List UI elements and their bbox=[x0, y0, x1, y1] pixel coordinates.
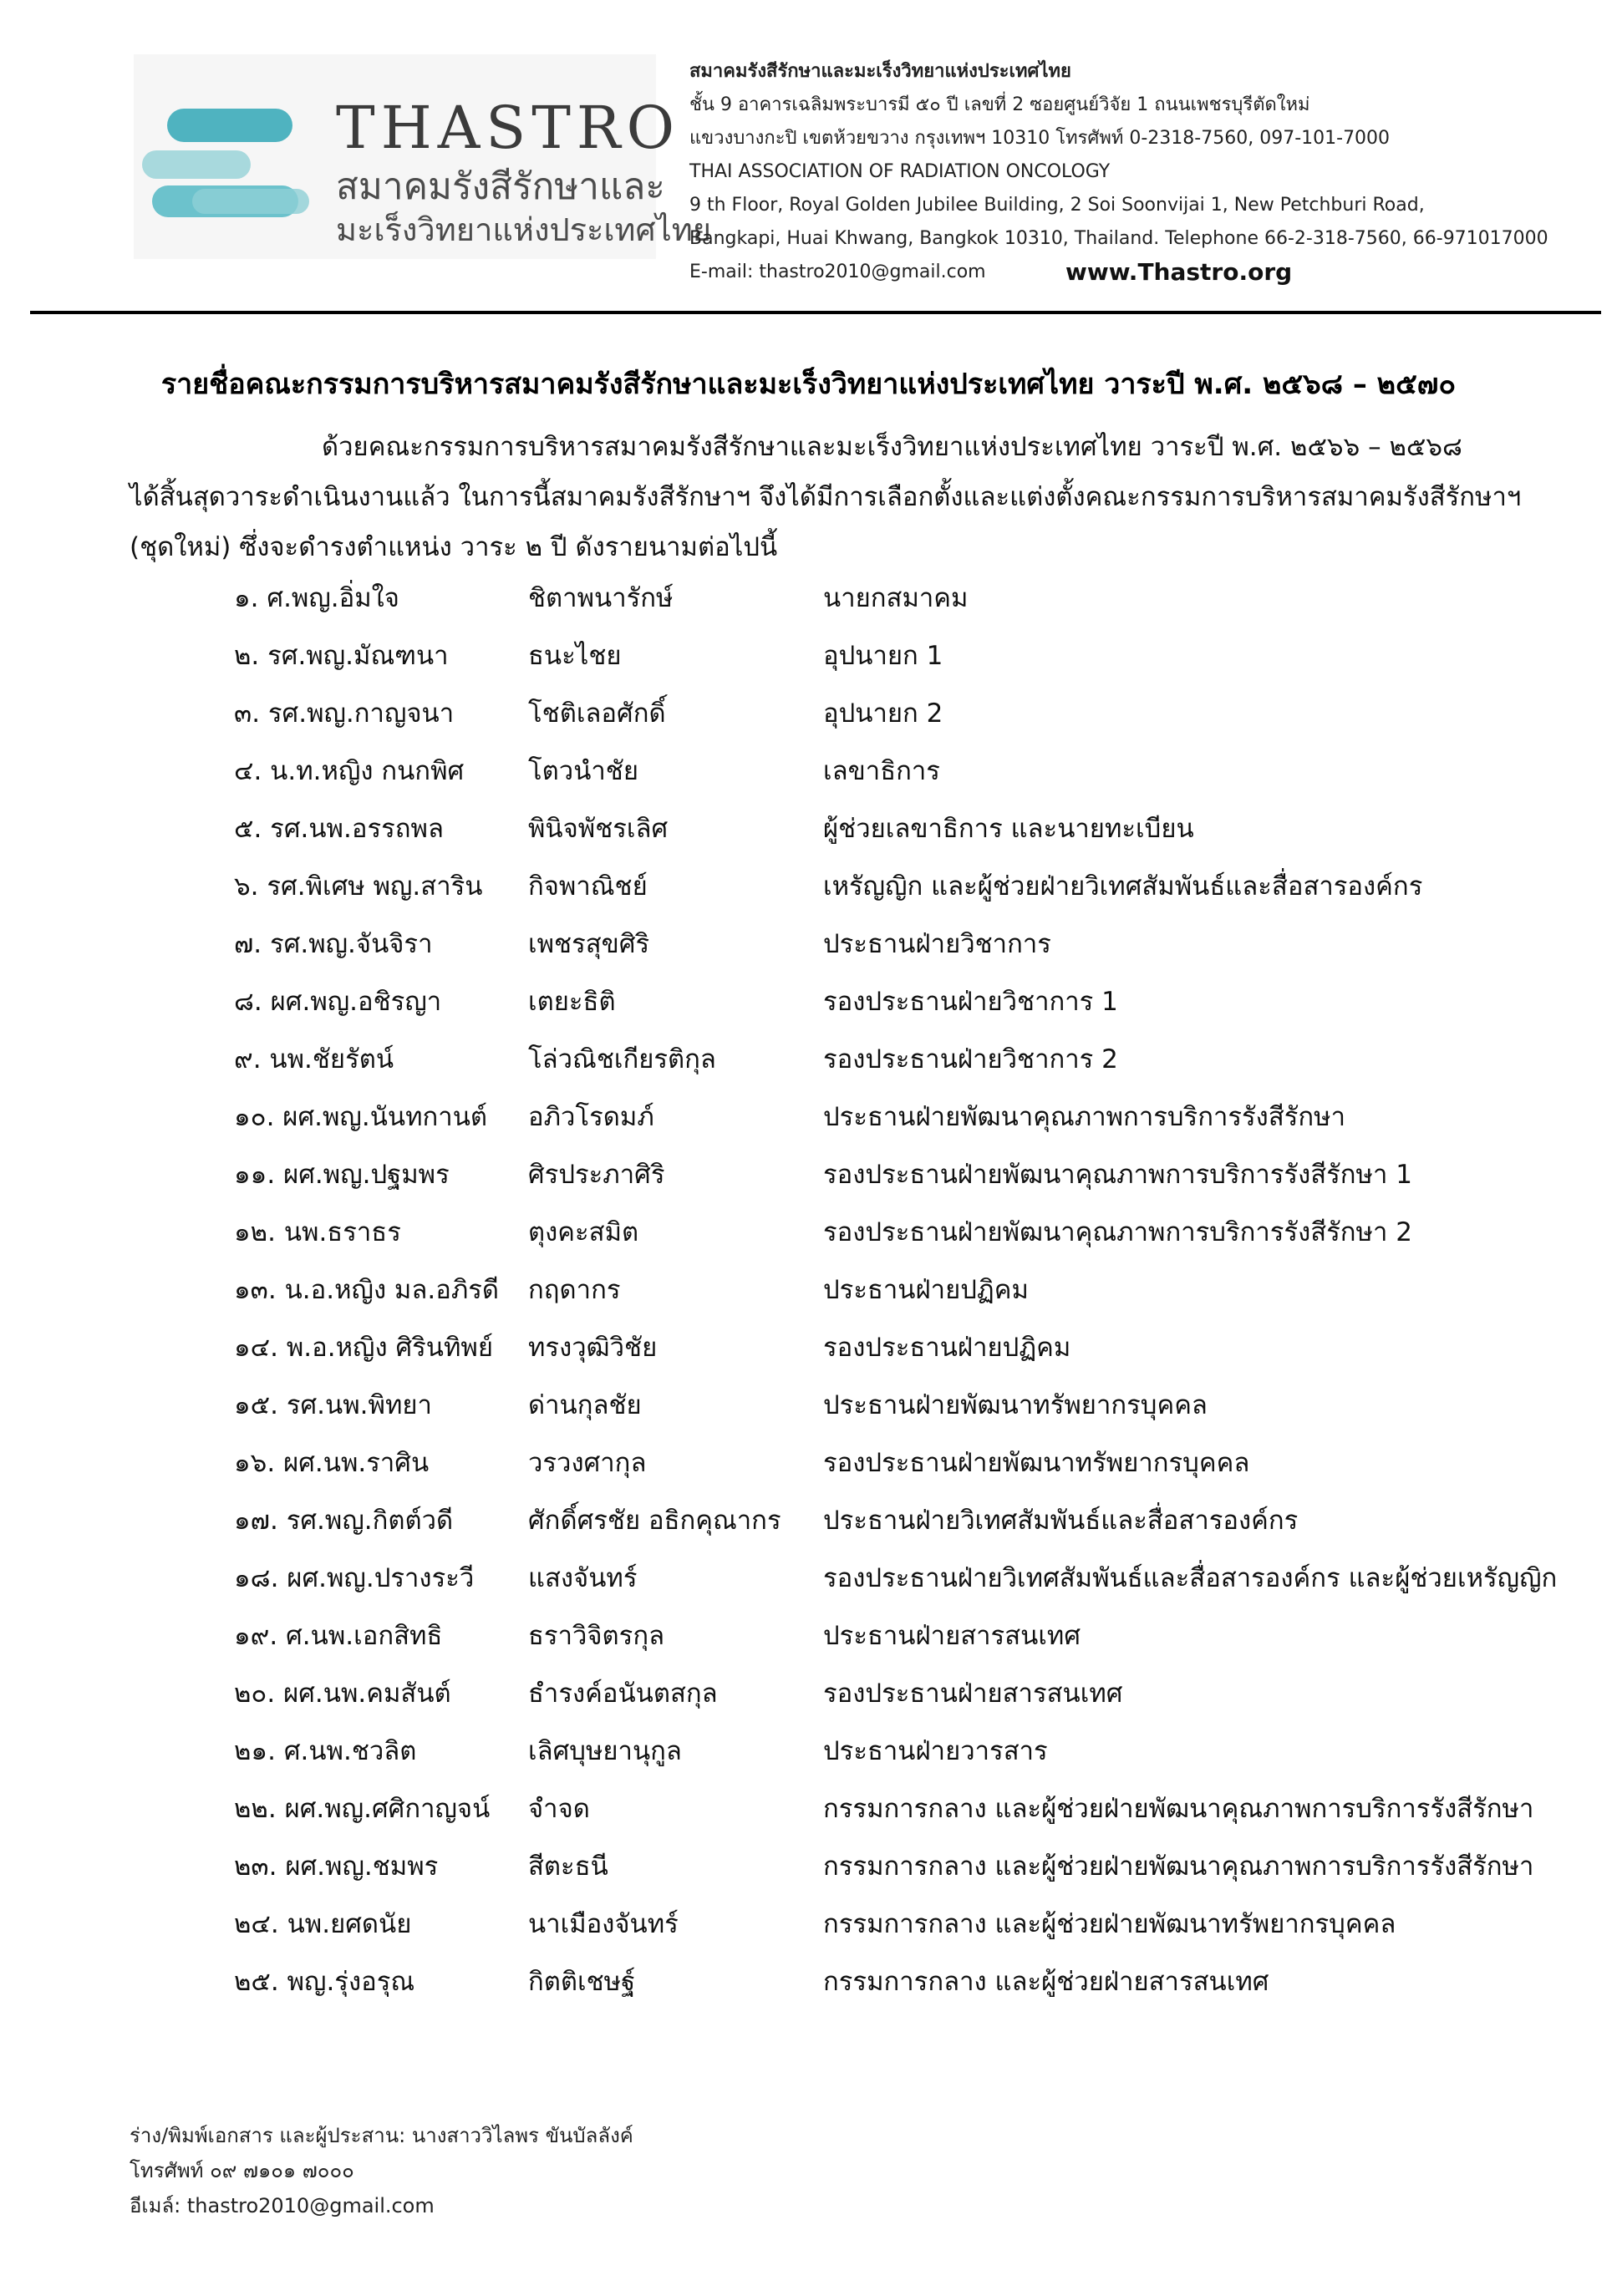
member-surname: ด่านกุลชัย bbox=[528, 1390, 642, 1420]
member-name: ๑๙. ศ.นพ.เอกสิทธิ bbox=[234, 1621, 443, 1651]
member-row bbox=[234, 865, 1579, 922]
header-divider bbox=[30, 311, 1601, 314]
member-row bbox=[234, 1384, 1579, 1441]
member-surname: จำจด bbox=[528, 1794, 590, 1824]
intro-line-2: ได้สิ้นสุดวาระดำเนินงานแล้ว ในการนี้สมาคมรังสีรักษาฯ จึงได้มีการเลือกตั้งและแต่งตั้งคณะกรรมการบริหารสมาคมรังสีรักษาฯ bbox=[130, 482, 1522, 512]
member-role: ประธานฝ่ายวิเทศสัมพันธ์และสื่อสารองค์กร bbox=[823, 1506, 1299, 1536]
org-name-thai: สมาคมรังสีรักษาและมะเร็งวิทยาแห่งประเทศไทย bbox=[689, 61, 1071, 82]
member-name: ๒๓. ผศ.พญ.ชมพร bbox=[234, 1852, 439, 1882]
member-role: รองประธานฝ่ายวิชาการ 2 bbox=[823, 1044, 1118, 1074]
brand-thai-line-2: มะเร็งวิทยาแห่งประเทศไทย bbox=[336, 211, 712, 248]
member-name: ๑๑. ผศ.พญ.ปฐมพร bbox=[234, 1160, 450, 1190]
footer-phone: โทรศัพท์ ๐๙ ๗๑๐๑ ๗๐๐๐ bbox=[130, 2159, 354, 2182]
address-english-1: 9 th Floor, Royal Golden Jubilee Building, 2 Soi Soonvijai 1, New Petchburi Road, bbox=[689, 195, 1425, 216]
member-surname: ธำรงค์อนันตสกุล bbox=[528, 1679, 718, 1709]
member-row bbox=[234, 1730, 1579, 1787]
member-name: ๑. ศ.พญ.อิ่มใจ bbox=[234, 583, 399, 613]
member-surname: ชิตาพนารักษ์ bbox=[528, 583, 674, 613]
member-name: ๒๕. พญ.รุ่งอรุณ bbox=[234, 1967, 415, 1997]
member-role: ประธานฝ่ายปฏิคม bbox=[823, 1275, 1029, 1305]
member-row bbox=[234, 1787, 1579, 1845]
member-row bbox=[234, 692, 1579, 749]
member-role: ประธานฝ่ายพัฒนาทรัพยากรบุคคล bbox=[823, 1390, 1208, 1420]
member-role: รองประธานฝ่ายสารสนเทศ bbox=[823, 1679, 1123, 1709]
member-surname: โตวนำชัย bbox=[528, 756, 638, 786]
member-role: ประธานฝ่ายสารสนเทศ bbox=[823, 1621, 1081, 1651]
member-row bbox=[234, 1441, 1579, 1499]
member-surname: แสงจันทร์ bbox=[528, 1563, 638, 1593]
member-row bbox=[234, 1326, 1579, 1384]
member-name: ๑๐. ผศ.พญ.นันทกานต์ bbox=[234, 1102, 488, 1132]
brand-name: THASTRO bbox=[336, 94, 681, 162]
member-name: ๑๕. รศ.นพ.พิทยา bbox=[234, 1390, 432, 1420]
member-name: ๑๓. น.อ.หญิง มล.อภิรดี bbox=[234, 1275, 500, 1305]
member-name: ๙. นพ.ชัยรัตน์ bbox=[234, 1044, 394, 1074]
member-row bbox=[234, 1153, 1579, 1211]
member-name: ๑๖. ผศ.นพ.ราศิน bbox=[234, 1448, 430, 1478]
member-row bbox=[234, 1902, 1579, 1960]
member-row bbox=[234, 577, 1579, 634]
member-name: ๗. รศ.พญ.จันจิรา bbox=[234, 929, 433, 959]
member-role: ประธานฝ่ายวิชาการ bbox=[823, 929, 1051, 959]
member-row bbox=[234, 1095, 1579, 1153]
address-thai-1: ชั้น 9 อาคารเฉลิมพระบารมี ๕๐ ปี เลขที่ 2 ซอยศูนย์วิจัย 1 ถนนเพชรบุรีตัดใหม่ bbox=[689, 94, 1310, 115]
brand-thai-line-1: สมาคมรังสีรักษาและ bbox=[336, 165, 665, 208]
member-surname: เตยะธิติ bbox=[528, 987, 616, 1017]
member-name: ๒๔. นพ.ยศดนัย bbox=[234, 1909, 412, 1939]
footer-email: อีเมล์: thastro2010@gmail.com bbox=[130, 2194, 435, 2217]
member-row bbox=[234, 634, 1579, 692]
member-surname: นาเมืองจันทร์ bbox=[528, 1909, 679, 1939]
member-list bbox=[234, 577, 1579, 2018]
letterhead bbox=[0, 0, 1617, 317]
intro-paragraph bbox=[130, 422, 1522, 572]
member-surname: วรวงศากุล bbox=[528, 1448, 647, 1478]
member-role: รองประธานฝ่ายพัฒนาคุณภาพการบริการรังสีรักษา 1 bbox=[823, 1160, 1412, 1190]
member-surname: ตุงคะสมิต bbox=[528, 1217, 639, 1247]
member-name: ๓. รศ.พญ.กาญจนา bbox=[234, 698, 455, 729]
member-name: ๒๑. ศ.นพ.ชวลิต bbox=[234, 1736, 417, 1766]
member-row bbox=[234, 1557, 1579, 1614]
member-role: รองประธานฝ่ายวิชาการ 1 bbox=[823, 987, 1118, 1017]
member-name: ๑๘. ผศ.พญ.ปรางระวี bbox=[234, 1563, 475, 1593]
member-row bbox=[234, 1845, 1579, 1902]
member-name: ๑๔. พ.อ.หญิง ศิรินทิพย์ bbox=[234, 1333, 493, 1363]
member-name: ๑๗. รศ.พญ.กิตต์วดี bbox=[234, 1506, 454, 1536]
member-row bbox=[234, 1499, 1579, 1557]
intro-line-1: ด้วยคณะกรรมการบริหารสมาคมรังสีรักษาและมะเร็งวิทยาแห่งประเทศไทย วาระปี พ.ศ. ๒๕๖๖ – ๒๕๖๘ bbox=[322, 432, 1462, 462]
member-name: ๒. รศ.พญ.มัณฑนา bbox=[234, 641, 449, 671]
member-name: ๑๒. นพ.ธราธร bbox=[234, 1217, 401, 1247]
member-row bbox=[234, 980, 1579, 1038]
member-surname: ทรงวุฒิวิชัย bbox=[528, 1333, 658, 1363]
member-row bbox=[234, 1268, 1579, 1326]
footer-drafter: ร่าง/พิมพ์เอกสาร และผู้ประสาน: นางสาววิไลพร ขันบัลลังค์ bbox=[130, 2124, 633, 2147]
email-website-row bbox=[689, 256, 1575, 289]
member-surname: พินิจพัชรเลิศ bbox=[528, 814, 669, 844]
member-row bbox=[234, 1211, 1579, 1268]
contact-block bbox=[689, 55, 1575, 289]
member-row bbox=[234, 1672, 1579, 1730]
member-role: กรรมการกลาง และผู้ช่วยฝ่ายพัฒนาคุณภาพการบริการรังสีรักษา bbox=[823, 1794, 1534, 1824]
member-name: ๒๐. ผศ.นพ.คมสันต์ bbox=[234, 1679, 451, 1709]
member-row bbox=[234, 922, 1579, 980]
member-role: ผู้ช่วยเลขาธิการ และนายทะเบียน bbox=[823, 814, 1194, 844]
thastro-logo-icon bbox=[142, 102, 318, 244]
org-name-english: THAI ASSOCIATION OF RADIATION ONCOLOGY bbox=[689, 161, 1111, 182]
member-surname: ธนะไชย bbox=[528, 641, 622, 671]
member-role: รองประธานฝ่ายพัฒนาคุณภาพการบริการรังสีรักษา 2 bbox=[823, 1217, 1412, 1247]
member-role: กรรมการกลาง และผู้ช่วยฝ่ายพัฒนาคุณภาพการบริการรังสีรักษา bbox=[823, 1852, 1534, 1882]
member-row bbox=[234, 1614, 1579, 1672]
member-surname: สีตะธนี bbox=[528, 1852, 608, 1882]
member-surname: เลิศบุษยานุกูล bbox=[528, 1736, 682, 1766]
member-row bbox=[234, 749, 1579, 807]
intro-line-3: (ชุดใหม่) ซึ่งจะดำรงตำแหน่ง วาระ ๒ ปี ดังรายนามต่อไปนี้ bbox=[130, 532, 778, 562]
footer-contact bbox=[130, 2118, 633, 2223]
member-role: ประธานฝ่ายวารสาร bbox=[823, 1736, 1048, 1766]
member-role: เลขาธิการ bbox=[823, 756, 940, 786]
member-surname: ศักดิ์ศรชัย อธิกคุณากร bbox=[528, 1506, 781, 1536]
member-role: รองประธานฝ่ายพัฒนาทรัพยากรบุคคล bbox=[823, 1448, 1250, 1478]
member-name: ๖. รศ.พิเศษ พญ.สาริน bbox=[234, 871, 483, 902]
member-name: ๘. ผศ.พญ.อชิรญา bbox=[234, 987, 442, 1017]
member-role: กรรมการกลาง และผู้ช่วยฝ่ายพัฒนาทรัพยากรบุคคล bbox=[823, 1909, 1396, 1939]
member-surname: กิจพาณิชย์ bbox=[528, 871, 648, 902]
email-text: E-mail: thastro2010@gmail.com bbox=[689, 262, 986, 282]
member-name: ๒๒. ผศ.พญ.ศศิกาญจน์ bbox=[234, 1794, 491, 1824]
member-row bbox=[234, 807, 1579, 865]
member-role: ประธานฝ่ายพัฒนาคุณภาพการบริการรังสีรักษา bbox=[823, 1102, 1345, 1132]
member-surname: ศิรประภาศิริ bbox=[528, 1160, 665, 1190]
address-english-2: Bangkapi, Huai Khwang, Bangkok 10310, Thailand. Telephone 66-2-318-7560, 66-971017000 bbox=[689, 228, 1548, 249]
member-surname: อภิวโรดมภ์ bbox=[528, 1102, 654, 1132]
member-surname: กฤดากร bbox=[528, 1275, 621, 1305]
member-role: เหรัญญิก และผู้ช่วยฝ่ายวิเทศสัมพันธ์และสื่อสารองค์กร bbox=[823, 871, 1423, 902]
document-title: รายชื่อคณะกรรมการบริหารสมาคมรังสีรักษาและมะเร็งวิทยาแห่งประเทศไทย วาระปี พ.ศ. ๒๕๖๘ – ๒๕๗๐ bbox=[160, 368, 1457, 401]
member-name: ๕. รศ.นพ.อรรถพล bbox=[234, 814, 444, 844]
member-role: นายกสมาคม bbox=[823, 583, 969, 613]
member-role: อุปนายก 1 bbox=[823, 641, 943, 671]
member-surname: ธราวิจิตรกุล bbox=[528, 1621, 665, 1651]
member-row bbox=[234, 1960, 1579, 2018]
member-role: กรรมการกลาง และผู้ช่วยฝ่ายสารสนเทศ bbox=[823, 1967, 1269, 1997]
member-surname: โล่วณิชเกียรติกุล bbox=[528, 1044, 716, 1074]
member-row bbox=[234, 1038, 1579, 1095]
member-surname: เพชรสุขศิริ bbox=[528, 929, 650, 959]
member-surname: โชติเลอศักดิ์ bbox=[528, 698, 666, 729]
member-surname: กิตติเชษฐ์ bbox=[528, 1967, 636, 1997]
website-link[interactable]: www.Thastro.org bbox=[1065, 258, 1293, 286]
member-role: รองประธานฝ่ายปฏิคม bbox=[823, 1333, 1071, 1363]
member-role: รองประธานฝ่ายวิเทศสัมพันธ์และสื่อสารองค์กร และผู้ช่วยเหรัญญิก bbox=[823, 1563, 1558, 1593]
member-name: ๔. น.ท.หญิง กนกพิศ bbox=[234, 756, 465, 786]
member-role: อุปนายก 2 bbox=[823, 698, 943, 729]
address-thai-2: แขวงบางกะปิ เขตห้วยขวาง กรุงเทพฯ 10310 โทรศัพท์ 0-2318-7560, 097-101-7000 bbox=[689, 128, 1391, 149]
